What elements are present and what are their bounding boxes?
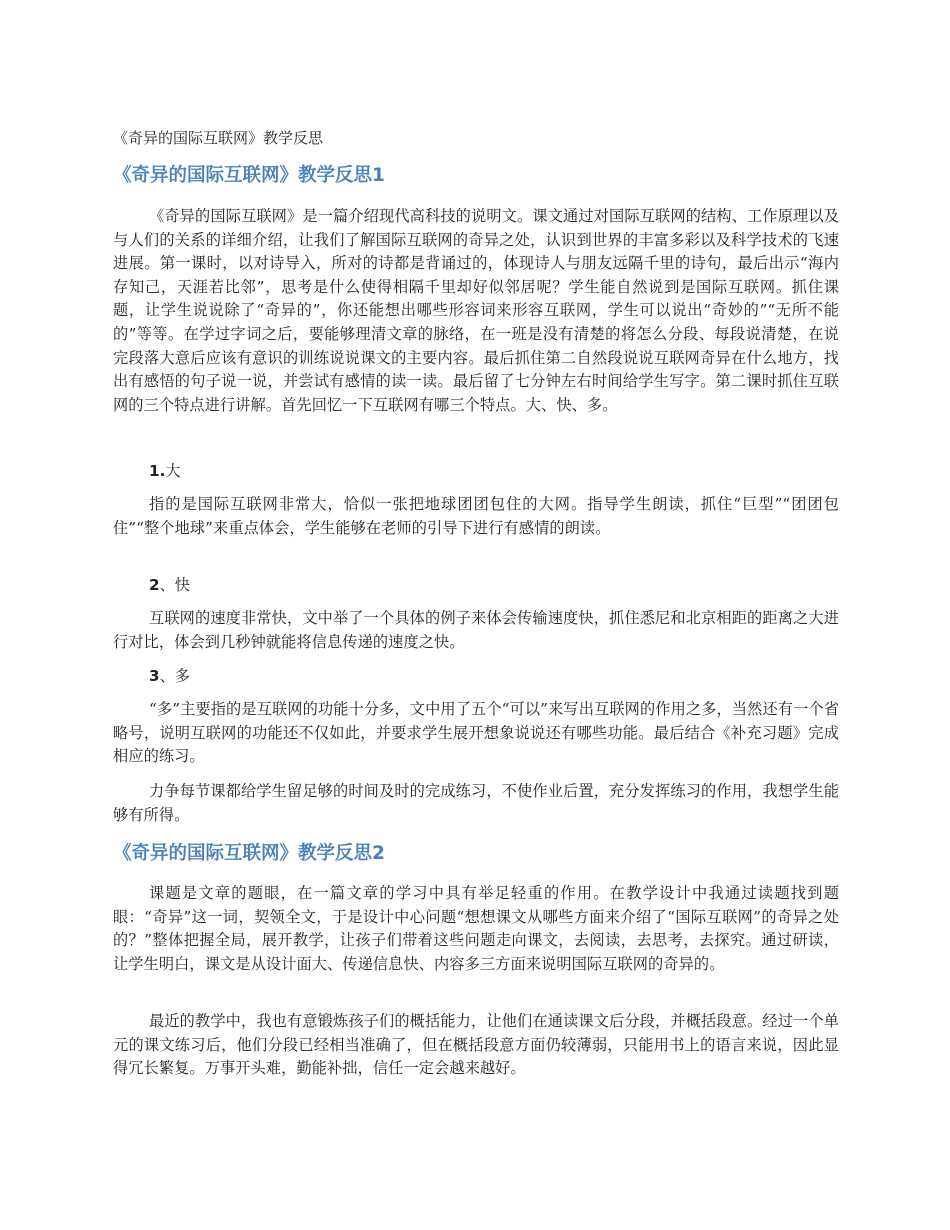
section-1-intro-paragraph: 《奇异的国际互联网》是一篇介绍现代高科技的说明文。课文通过对国际互联网的结构、工作原理以及与人们的关系的详细介绍，让我们了解国际互联网的奇异之处，认识到世界的丰富多彩以及科学技术的飞速进展。第一课时，以对诗导入，所对的诗都是背诵过的，体现诗人与朋友远隔千里的诗句，最后出示“海内存知己，天涯若比邻”，思考是什么使得相隔千里却好似邻居呢？学生能自然说到是国际互联网。抓住课题，让学生说说除了“奇异的”，你还能想出哪些形容词来形容互联网，学生可以说出“奇妙的”“无所不能的”等等。在学过字词之后，要能够理清文章的脉络，在一班是没有清楚的将怎么分段、每段说清楚，在说完段落大意后应该有意识的训练说说课文的主要内容。最后抓住第二自然段说说互联网奇异在什么地方，找出有感悟的句子说一说，并尝试有感情的读一读。最后留了七分钟左右时间给学生写字。第二课时抓住互联网的三个特点进行讲解。首先回忆一下互联网有哪三个特点。大、快、多。 — [113, 207, 839, 414]
section-2-heading: 《奇异的国际互联网》教学反思2 — [113, 843, 385, 864]
point-1-number: 1. — [149, 462, 166, 480]
point-2-label: 、快 — [159, 576, 190, 594]
point-1-label: 大 — [165, 462, 181, 480]
point-3-heading — [149, 665, 190, 689]
section-2-paragraph-2: 最近的教学中，我也有意锻炼孩子们的概括能力，让他们在通读课文后分段，并概括段意。经过一个单元的课文练习后，他们分段已经相当准确了，但在概括段意方面仍较薄弱，只能用书上的语言来说，因此显得冗长繁复。万事开头难，勤能补拙，信任一定会越来越好。 — [113, 1012, 839, 1078]
section-2-paragraph-1: 课题是文章的题眼，在一篇文章的学习中具有举足轻重的作用。在教学设计中我通过读题找到题眼：“奇异”这一词，契领全文，于是设计中心问题“想想课文从哪些方面来介绍了“国际互联网”的奇异之处的？”整体把握全局，展开教学，让孩子们带着这些问题走向课文，去阅读，去思考，去探究。通过研读，让学生明白，课文是从设计面大、传递信息快、内容多三方面来说明国际互联网的奇异的。 — [113, 884, 839, 973]
document-title: 《奇异的国际互联网》教学反思 — [113, 129, 324, 147]
point-1-paragraph: 指的是国际互联网非常大，恰似一张把地球团团包住的大网。指导学生朗读，抓住“巨型”“团团包住”“整个地球”来重点体会，学生能够在老师的引导下进行有感情的朗读。 — [113, 495, 839, 537]
point-1-heading — [149, 460, 181, 484]
point-2-heading — [149, 574, 190, 598]
point-3-number: 3 — [149, 667, 160, 685]
section-1-heading: 《奇异的国际互联网》教学反思1 — [113, 165, 385, 186]
point-3-label: 、多 — [159, 667, 190, 685]
point-2-number: 2 — [149, 576, 160, 594]
section-1-closing-paragraph: 力争每节课都给学生留足够的时间及时的完成练习，不使作业后置，充分发挥练习的作用，我想学生能够有所得。 — [113, 782, 839, 824]
point-3-paragraph: “多”主要指的是互联网的功能十分多，文中用了五个“可以”来写出互联网的作用之多，当然还有一个省略号，说明互联网的功能还不仅如此，并要求学生展开想象说说还有哪些功能。最后结合《补充习题》完成相应的练习。 — [113, 700, 839, 766]
point-2-paragraph: 互联网的速度非常快，文中举了一个具体的例子来体会传输速度快，抓住悉尼和北京相距的距离之大进行对比，体会到几秒钟就能将信息传递的速度之快。 — [113, 609, 839, 651]
